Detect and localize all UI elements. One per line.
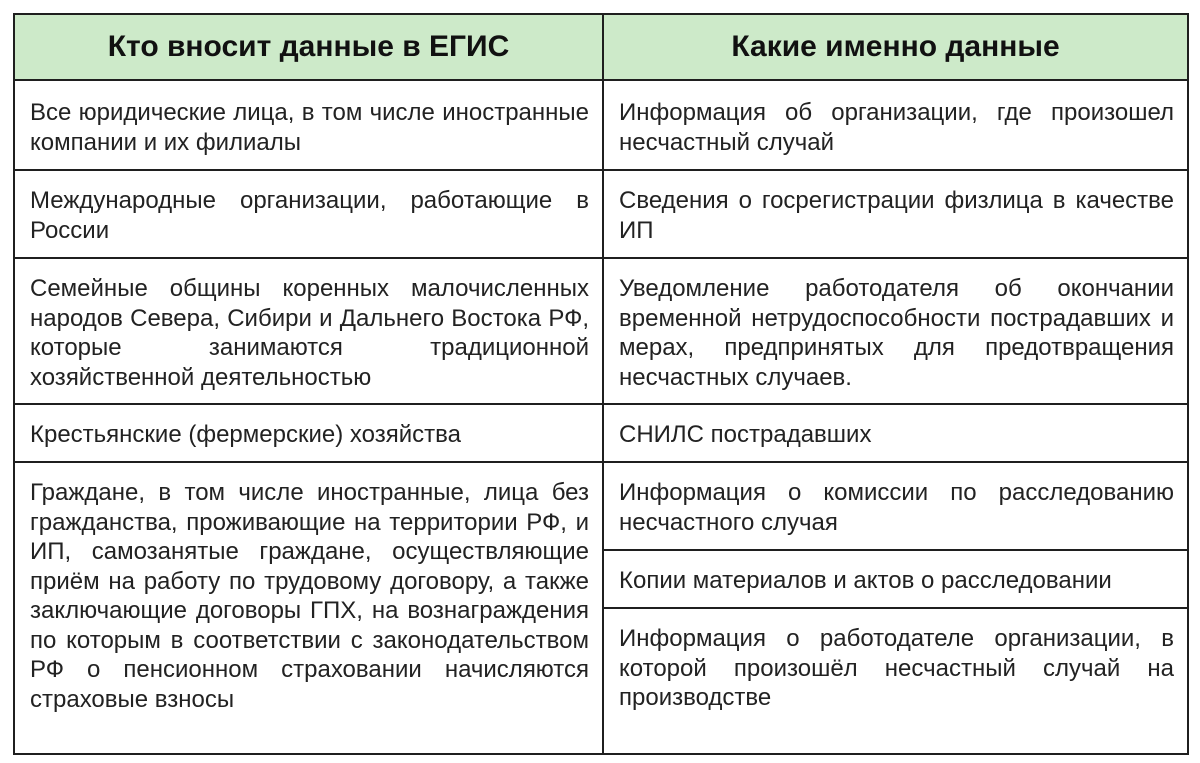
left-cell-1	[15, 83, 602, 169]
egis-data-table	[13, 13, 1189, 755]
left-cell-text: Все юридические лица, в том числе иностранные компании и их филиалы	[30, 99, 589, 156]
right-cell-text: СНИЛС пострадавших	[619, 421, 872, 448]
right-column	[604, 15, 1187, 753]
right-cell-text: Информация о комиссии по расследованию несчастного случая	[619, 479, 1174, 536]
left-cell-text: Крестьянские (фермерские) хозяйства	[30, 421, 461, 448]
left-cell-3	[15, 259, 602, 403]
header-left-label: Кто вносит данные в ЕГИС	[107, 30, 510, 63]
right-cell-text: Копии материалов и актов о расследовании	[619, 567, 1112, 594]
header-left	[15, 15, 602, 81]
right-cell-text: Информация об организации, где произошел несчастный случай	[619, 99, 1174, 156]
right-cell-2	[604, 171, 1187, 257]
right-cell-text: Сведения о госрегистрации физлица в качестве ИП	[619, 187, 1174, 244]
right-cell-1	[604, 83, 1187, 169]
right-cell-6	[604, 551, 1187, 607]
right-cell-text: Информация о работодателе организации, в которой произошёл несчастный случай на производстве	[619, 625, 1174, 711]
left-cell-2	[15, 171, 602, 257]
left-cell-text: Международные организации, работающие в России	[30, 187, 589, 244]
header-right-label: Какие именно данные	[731, 30, 1060, 63]
left-cell-4	[15, 405, 602, 461]
right-cell-text: Уведомление работодателя об окончании временной нетрудоспособности пострадавших и мерах, предпринятых для предотвращения несчастных случаев.	[619, 275, 1174, 391]
right-cell-3	[604, 259, 1187, 403]
left-cell-text: Семейные общины коренных малочисленных народов Севера, Сибири и Дальнего Востока РФ, которые занимаются традиционной хозяйственной деятельностью	[30, 275, 589, 391]
header-right	[604, 15, 1187, 81]
right-cell-7	[604, 609, 1187, 753]
right-cell-5	[604, 463, 1187, 549]
left-cell-text: Граждане, в том числе иностранные, лица без гражданства, проживающие на территории РФ, и ИП, самозанятые граждане, осуществляющие приём на работу по трудовому договору, а также заключающие договоры ГПХ, на вознаграждения по которым в соответствии с законодательством РФ о пенсионном страховании начисляются страховые взносы	[30, 479, 589, 713]
left-column	[15, 15, 602, 753]
left-cell-5	[15, 463, 602, 753]
right-cell-4	[604, 405, 1187, 461]
